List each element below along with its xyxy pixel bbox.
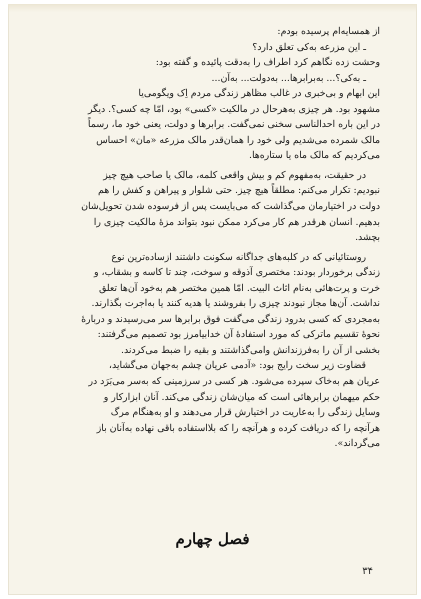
text-line: ـ این مزرعه به‌کی تعلق دارد؟ <box>252 41 366 53</box>
chapter-title: فصل چهارم <box>175 530 250 548</box>
show-through-shadow <box>8 4 417 12</box>
text-line: عریان هم به‌خاک سپرده می‌شود. هر کسی در سرزمینی که به‌سر می‌بَرَد در <box>88 376 380 388</box>
text-line: حکم میهمان برابرهائی است که میان‌شان زندگی می‌کند. آنان ابزارکار و <box>103 391 380 403</box>
text-line: مالک شمرده می‌شدیم ولی خود را همان‌قدر مالک مزرعه «مان» احساس <box>96 134 380 146</box>
text-line: بدهیم. انسان هرقدر هم کار می‌کرد ممکن نبود بتواند مزهٔ مالکیت چیزی را <box>93 216 380 228</box>
text-line: مشهود بود. هر چیزی به‌هرحال در مالکیت «کسی» بود، امّا چه کسی؟. دیگر <box>87 103 380 115</box>
text-line: قضاوت زیر سخت رایج بود: «آدمی عریان چشم به‌جهان می‌گشاید، <box>108 360 366 372</box>
text-line: بخشی از آن را به‌فرزندانش وامی‌گذاشتند و بقیه را ضبط می‌کردند. <box>120 344 380 356</box>
text-line: در حقیقت، به‌مفهوم کم و بیش واقعی کلمه، مالک یا صاحب هیچ چیز <box>103 169 366 181</box>
text-line: می‌کردیم که مالک ماه یا ستاره‌ها. <box>248 150 380 162</box>
book-page <box>8 4 417 595</box>
page-number: ۳۴ <box>362 566 373 577</box>
text-line: به‌مجردی که کسی بدرود زندگی می‌گفت فوق برابرها سر می‌رسیدند و دربارهٔ <box>81 313 380 325</box>
body-text <box>48 24 380 452</box>
text-line: نبودیم: تکرار می‌کنم: مطلقاً هیچ چیز. حتی شلوار و پیراهن و کفش را هم <box>97 185 380 197</box>
text-line: خرت و پرت‌هائی به‌نام اثاث البیت. امّا همین مختصر هم به‌خود آن‌ها تعلق <box>98 282 380 294</box>
text-line: از همسایه‌ام پرسیده بودم: <box>277 26 380 37</box>
text-line: این ابهام و بی‌خبری در غالب مظاهر زندگی مردم اِک ویگومی‌یا <box>138 88 380 100</box>
text-line: در این باره احدالناسی سخنی نمی‌گفت. برابرها و دولت، یعنی خود ما، رسماً <box>87 119 380 131</box>
text-line: نداشت. آن‌ها مجاز نبودند چیزی را بفروشند یا هدیه کنند یا به‌اجرت بگذارند. <box>91 298 380 310</box>
text-line: وحشت زده نگاهم کرد اطراف را به‌دقت پائیده و گفته بود: <box>155 57 380 69</box>
text-line: ـ به‌کی؟... به‌برابرها... به‌دولت... به‌آن... <box>211 72 366 84</box>
text-line: دولت در اختیارمان می‌گذاشت که می‌بایست پس از فرسوده شدن تحویل‌شان <box>81 201 380 213</box>
text-line: می‌گرداند». <box>334 438 380 450</box>
text-line: بچشد. <box>355 232 380 244</box>
text-line: هرآنچه را که دریافت کرده و هرآنچه را که بلااستفاده باقی نهاده به‌آنان باز <box>96 422 380 434</box>
text-line: زندگی برخوردار بودند: مختصری آذوقه و سوخت، چند تا کاسه و بشقاب، و <box>94 267 380 279</box>
text-line: وسایل زندگی را به‌عاریت در اختیارش قرار می‌دهند و او به‌هنگام مرگ <box>110 407 380 419</box>
text-line: نحوهٔ تقسیم ماترکی که مورد استفادهٔ آن خدابیامرز بود تصمیم می‌گرفتند: <box>97 329 380 341</box>
text-line: روستائیانی که در کلبه‌های جداگانه سکونت داشتند ازساده‌ترین نوع <box>111 251 366 263</box>
